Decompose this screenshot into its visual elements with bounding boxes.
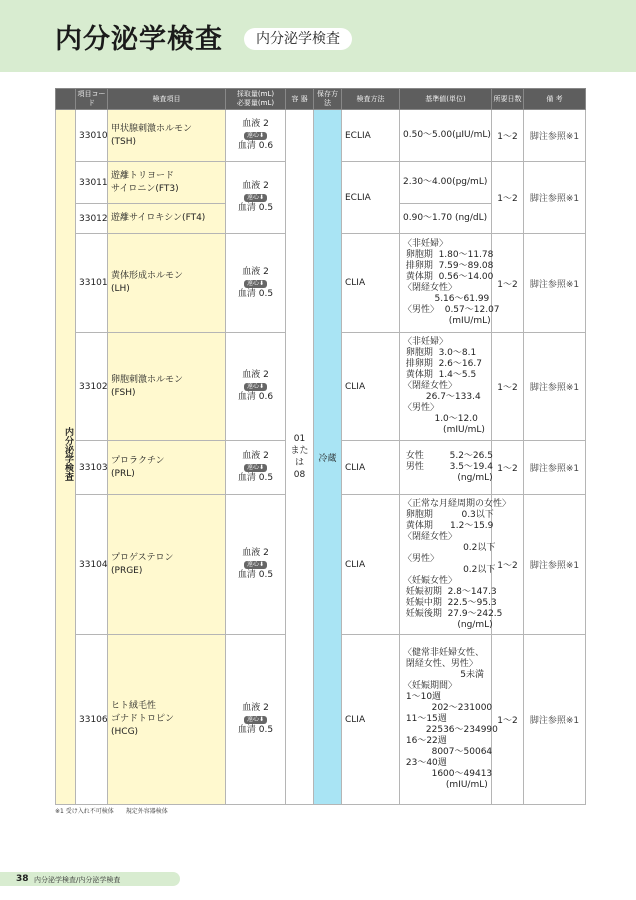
header-volume: 採取量(mL) 必要量(mL)	[226, 89, 286, 110]
code-cell: 33102	[76, 333, 108, 441]
header-reference: 基準値(単位)	[400, 89, 492, 110]
item-name: プロラクチン (PRL)	[108, 441, 226, 495]
centrifuge-badge: 遠心⬇	[244, 280, 267, 288]
volume-cell: 血液 2 遠心⬇ 血清 0.5	[226, 234, 286, 333]
reference-cell: 0.90～1.70 (ng/dL)	[400, 204, 492, 234]
method-cell: CLIA	[342, 441, 400, 495]
note-cell: 脚注参照※1	[524, 110, 586, 162]
centrifuge-badge: 遠心⬇	[244, 464, 267, 472]
days-cell: 1～2	[492, 333, 524, 441]
days-cell: 1～2	[492, 162, 524, 234]
method-cell: CLIA	[342, 234, 400, 333]
header-method: 検査方法	[342, 89, 400, 110]
days-cell: 1～2	[492, 495, 524, 635]
centrifuge-badge: 遠心⬇	[244, 383, 267, 391]
item-name: 黄体形成ホルモン (LH)	[108, 234, 226, 333]
item-name: ヒト絨毛性 ゴナドトロピン (HCG)	[108, 635, 226, 805]
header-container: 容 器	[286, 89, 314, 110]
volume-cell: 血液 2 遠心⬇ 血清 0.6	[226, 333, 286, 441]
header-days: 所要日数	[492, 89, 524, 110]
reference-cell: 〈非妊婦〉 卵胞期 1.80～11.78 排卵期 7.59～89.08 黄体期 0.56～14.00 〈閉経女性〉 5.16～61.99 〈男性〉 0.57～12.07 (mIU/mL)	[400, 234, 492, 333]
days-cell: 1～2	[492, 635, 524, 805]
reference-cell: 0.50～5.00(µIU/mL)	[400, 110, 492, 162]
page-number: 38	[16, 874, 29, 884]
item-name: プロゲステロン (PRGE)	[108, 495, 226, 635]
reference-cell: 〈正常な月経周期の女性〉 卵胞期 0.3以下 黄体期 1.2～15.9 〈閉経女性〉 0.2以下 〈男性〉 0.2以下 〈妊娠女性〉 妊娠初期 2.8～147.3 妊娠中期 22.5～95.3 妊娠後期 27.9～242.5 (ng/mL)	[400, 495, 492, 635]
category-label: 内分泌学検査	[63, 426, 73, 481]
item-name: 甲状腺刺激ホルモン (TSH)	[108, 110, 226, 162]
centrifuge-badge: 遠心⬇	[244, 716, 267, 724]
volume-cell: 血液 2 遠心⬇ 血清 0.5	[226, 162, 286, 234]
page-title: 内分泌学検査	[55, 24, 223, 55]
footnote: ※1 受け入れ不可検体 規定外容器検体	[55, 808, 168, 815]
days-cell: 1～2	[492, 110, 524, 162]
volume-cell: 血液 2 遠心⬇ 血清 0.6	[226, 110, 286, 162]
item-name: 卵胞刺激ホルモン (FSH)	[108, 333, 226, 441]
header-code: 項目コード	[76, 89, 108, 110]
method-cell: ECLIA	[342, 110, 400, 162]
reference-cell: 女性 5.2～26.5 男性 3.5～19.4 (ng/mL)	[400, 441, 492, 495]
code-cell: 33104	[76, 495, 108, 635]
reference-cell: 〈非妊婦〉 卵胞期 3.0～8.1 排卵期 2.6～16.7 黄体期 1.4～5.5 〈閉経女性〉 26.7～133.4 〈男性〉 1.0～12.0 (mIU/mL)	[400, 333, 492, 441]
method-cell: CLIA	[342, 333, 400, 441]
centrifuge-badge: 遠心⬇	[244, 561, 267, 569]
category-cell	[56, 110, 76, 805]
volume-cell: 血液 2 遠心⬇ 血清 0.5	[226, 441, 286, 495]
footer-label: 内分泌学検査/内分泌学検査	[34, 876, 121, 884]
storage-cell: 冷蔵	[314, 110, 342, 805]
code-cell: 33101	[76, 234, 108, 333]
header-storage: 保存方法	[314, 89, 342, 110]
section-pill: 内分泌学検査	[244, 28, 352, 50]
volume-cell: 血液 2 遠心⬇ 血清 0.5	[226, 635, 286, 805]
reference-cell: 2.30～4.00(pg/mL)	[400, 162, 492, 204]
code-cell: 33103	[76, 441, 108, 495]
header-blank	[56, 89, 76, 110]
code-cell: 33010	[76, 110, 108, 162]
centrifuge-badge: 遠心⬇	[244, 132, 267, 140]
test-table	[55, 88, 586, 805]
note-cell: 脚注参照※1	[524, 635, 586, 805]
note-cell: 脚注参照※1	[524, 441, 586, 495]
header-item: 検査項目	[108, 89, 226, 110]
table-header-row	[56, 89, 586, 110]
header-note: 備 考	[524, 89, 586, 110]
note-cell: 脚注参照※1	[524, 495, 586, 635]
item-name: 遊離サイロキシン(FT4)	[108, 204, 226, 234]
reference-cell: 〈健常非妊婦女性、 閉経女性、男性〉 5未満 〈妊娠期間〉 1～10週 202～231000 11～15週 22536～234990 16～22週 8007～50064 23～40週 1600～49413 (mIU/mL)	[400, 635, 492, 805]
note-cell: 脚注参照※1	[524, 162, 586, 234]
method-cell: CLIA	[342, 495, 400, 635]
note-cell: 脚注参照※1	[524, 333, 586, 441]
code-cell: 33106	[76, 635, 108, 805]
code-cell: 33012	[76, 204, 108, 234]
container-cell: 01 または 08	[286, 110, 314, 805]
volume-cell: 血液 2 遠心⬇ 血清 0.5	[226, 495, 286, 635]
method-cell: CLIA	[342, 635, 400, 805]
days-cell: 1～2	[492, 441, 524, 495]
days-cell: 1～2	[492, 234, 524, 333]
item-name: 遊離トリヨード サイロニン(FT3)	[108, 162, 226, 204]
note-cell: 脚注参照※1	[524, 234, 586, 333]
centrifuge-badge: 遠心⬇	[244, 194, 267, 202]
code-cell: 33011	[76, 162, 108, 204]
table-row	[56, 110, 586, 162]
method-cell: ECLIA	[342, 162, 400, 234]
